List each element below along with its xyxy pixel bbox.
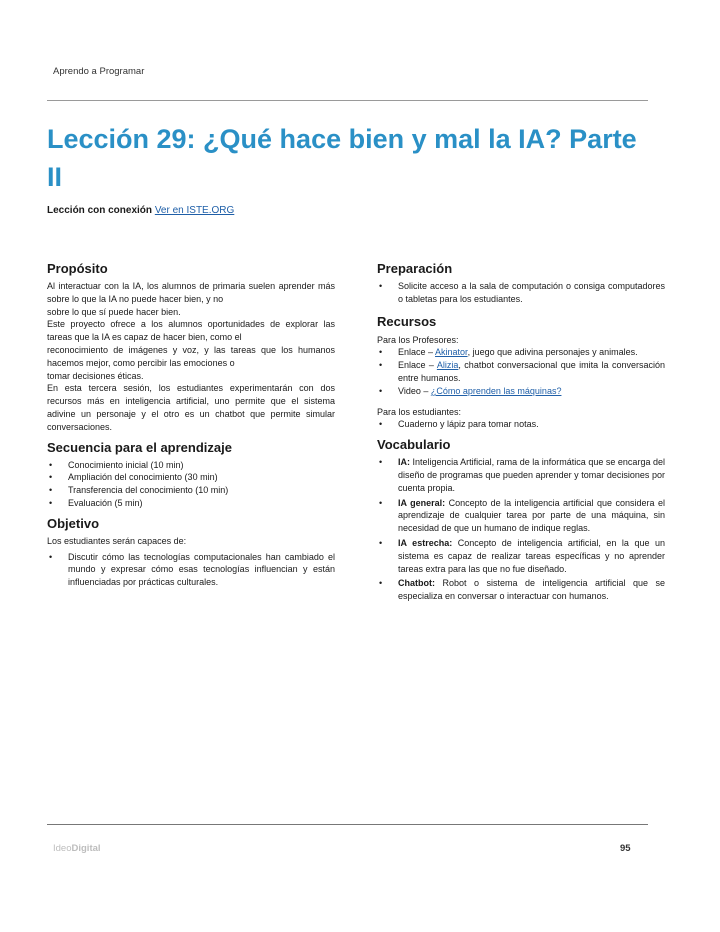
list-item: • Cuaderno y lápiz para tomar notas. (377, 418, 665, 431)
list-item (377, 537, 665, 575)
preparacion-heading: Preparación (377, 261, 453, 276)
right-column (377, 260, 665, 603)
list-item: • Solicite acceso a la sala de computación o consiga computadores o tabletas para los estudiantes. (377, 280, 665, 306)
proposito-line: tomar decisiones éticas. (47, 370, 144, 381)
objetivo-list (47, 551, 335, 589)
recursos-section (377, 313, 665, 432)
akinator-link[interactable]: Akinator (435, 347, 468, 358)
proposito-line: En esta tercera sesión, los estudiantes experimentarán con dos recursos más en inteligencia artificial, uno permite que el sistema adivine un personaje y el otro es un chatbot que permite simular conversaciones. (47, 383, 335, 432)
proposito-line: Este proyecto ofrece a los alumnos oportunidades de explorar las tareas que la IA es capaz de hacer bien, como el (47, 319, 335, 343)
preparacion-section (377, 260, 665, 306)
resource-type: Video – (398, 385, 431, 396)
connection-label: Lección con conexión (47, 205, 153, 216)
secuencia-list (47, 459, 335, 510)
secuencia-heading: Secuencia para el aprendizaje (47, 439, 232, 455)
connection-line (47, 205, 234, 216)
proposito-line: reconocimiento de imágenes y voz, y las tareas que los humanos hacemos mejor, como percibir las emociones o (47, 344, 335, 368)
student-resources-list (377, 418, 665, 431)
vocab-definition: Concepto de la inteligencia artificial que considera el aprendizaje de cualquier tarea por parte de una máquina, sin necesidad de que un humano de indique reglas. (398, 497, 665, 534)
resource-desc: , chatbot conversacional que imita la conversación entre humanos. (398, 360, 665, 383)
vocabulario-heading: Vocabulario (377, 437, 451, 453)
vocab-term: IA general: (398, 497, 446, 508)
proposito-heading: Propósito (47, 261, 108, 276)
list-item: • Discutir cómo las tecnologías computacionales han cambiado el mundo y expresar cómo esas tecnologías influencian y están influenciadas por prácticas culturales. (47, 551, 335, 589)
recursos-heading: Recursos (377, 313, 437, 329)
list-item: • Ampliación del conocimiento (30 min) (47, 471, 335, 484)
footer-divider (47, 824, 648, 825)
vocab-definition: Robot o sistema de inteligencia artificial que se especializa en conversar o interactuar con humanos. (398, 578, 665, 602)
vocabulario-list (377, 456, 665, 603)
vocab-definition: Concepto de inteligencia artificial, en la que un sistema es capaz de realizar tareas específicas y no aprender tareas extra para las que no fue diseñado. (398, 537, 666, 574)
page-title: Lección 29: ¿Qué hace bien y mal la IA? Parte II (47, 124, 637, 192)
vocab-term: IA estrecha: (398, 537, 453, 548)
list-item (377, 346, 665, 359)
proposito-section (47, 260, 335, 434)
resource-type: Enlace – (398, 347, 436, 358)
vocab-definition: Inteligencia Artificial, rama de la informática que se encarga del diseño de programas que pueden aprender y tomar decisiones por cuenta propia. (398, 457, 665, 493)
list-item (377, 456, 665, 494)
resource-type: Enlace – (398, 360, 437, 371)
footer-brand (53, 843, 101, 854)
brand-light: Ideo (53, 843, 72, 854)
list-item: • Evaluación (5 min) (47, 497, 335, 510)
objetivo-section (47, 515, 335, 589)
resource-desc: , juego que adivina personajes y animales. (467, 347, 638, 358)
video-link[interactable]: ¿Cómo aprenden las máquinas? (430, 385, 562, 396)
teachers-label: Para los Profesores: (377, 334, 459, 345)
vocabulario-section (377, 436, 665, 603)
brand-bold: Digital (71, 843, 101, 854)
proposito-line: sobre lo que sí puede hacer bien. (47, 306, 181, 317)
objetivo-heading: Objetivo (47, 515, 100, 531)
page-number: 95 (620, 843, 631, 854)
list-item: • Conocimiento inicial (10 min) (47, 459, 335, 472)
objetivo-intro: Los estudiantes serán capaces de: (47, 535, 187, 546)
secuencia-section (47, 439, 335, 510)
left-column (47, 260, 335, 589)
running-header: Aprendo a Programar (53, 66, 145, 77)
proposito-line: Al interactuar con la IA, los alumnos de primaria suelen aprender más sobre lo que la IA no puede hacer bien, y no (47, 281, 335, 304)
list-item (377, 359, 665, 385)
vocab-term: Chatbot: (398, 578, 435, 589)
list-item (377, 385, 665, 398)
preparacion-list (377, 280, 665, 306)
header-divider (47, 100, 648, 101)
list-item (377, 497, 665, 535)
teacher-resources-list (377, 346, 665, 397)
alizia-link[interactable]: Alizia (436, 360, 459, 371)
vocab-term: IA: (398, 457, 410, 468)
list-item: • Transferencia del conocimiento (10 min) (47, 484, 335, 497)
iste-link[interactable]: Ver en ISTE.ORG (154, 205, 235, 216)
students-label: Para los estudiantes: (377, 406, 462, 417)
list-item (377, 577, 665, 603)
